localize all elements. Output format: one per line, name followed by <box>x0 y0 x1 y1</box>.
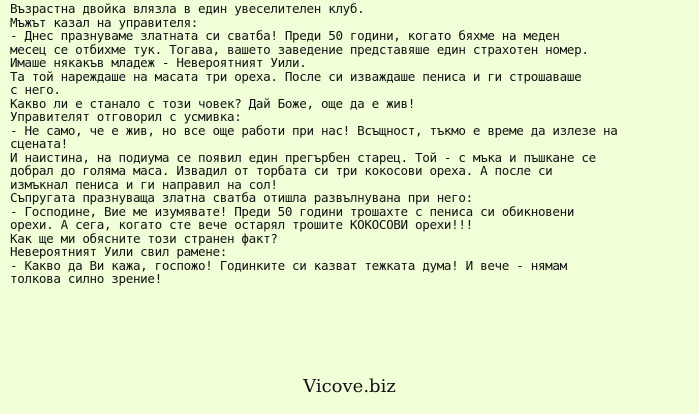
joke-line: месец се отбихме тук. Тогава, вашето заведение представяше един страхотен номер. <box>10 41 589 57</box>
joke-line: Управителят отговорил с усмивка: <box>10 109 242 124</box>
joke-line: Невероятният Уили свил рамене: <box>10 244 227 259</box>
joke-line: Съпругата празнуваща златна сватба отишла развълнувана при него: <box>10 190 473 205</box>
joke-line: Как ще ми обясните този странен факт? <box>10 230 278 246</box>
joke-line: Имаше някакъв младеж - Невероятният Уили. <box>10 55 307 70</box>
joke-line: Мъжът казал на управителя: <box>10 14 199 30</box>
joke-line: толкова силно зрение! <box>10 271 162 286</box>
joke-text <box>10 1 618 286</box>
joke-line: с него. <box>10 82 61 97</box>
joke-line: сцената! <box>10 136 68 151</box>
joke-line: - Днес празнуваме златната си сватба! Преди 50 години, когато бяхме на меден <box>10 28 560 43</box>
joke-line: - Господине, Вие ме изумявате! Преди 50 години трошахте с пениса си обикновени <box>10 203 575 219</box>
joke-line: орехи. А сега, когато сте вече остарял трошите КОКОСОВИ орехи!!! <box>10 217 473 232</box>
joke-line: - Не само, че е жив, но все още работи при нас! Всъщност, тъкмо е време да излезе на <box>10 122 618 138</box>
joke-line: Какво ли е станало с този човек? Дай Боже, още да е жив! <box>10 95 415 111</box>
joke-line: И наистина, на подиума се появил един прегърбен старец. Той - с мъка и пъшкане се <box>10 149 596 165</box>
joke-line: Та той нареждаше на масата три ореха. После си изваждаше пениса и ги строшаваше <box>10 68 582 84</box>
joke-line: добрал до голяма маса. Извадил от торбата си три кокосови ореха. А после си <box>10 163 553 178</box>
joke-line: Възрастна двойка влязла в един увеселителен клуб. <box>10 1 365 16</box>
joke-line: - Какво да Ви кажа, госпожо! Годинките си казват тежката дума! И вече - нямам <box>10 257 567 273</box>
site-name: Vicove.biz <box>303 376 396 397</box>
joke-line: измъкнал пениса и ги направил на сол! <box>10 176 278 192</box>
